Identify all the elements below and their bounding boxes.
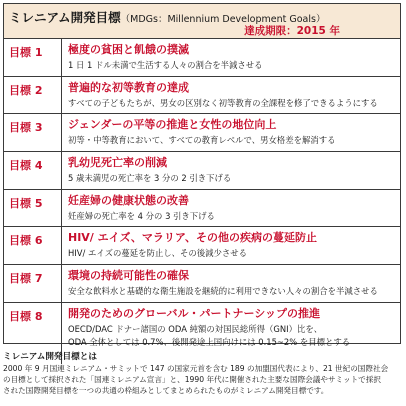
deadline-label: 達成期限：2015 年 bbox=[244, 25, 340, 37]
goal-row-6 bbox=[4, 227, 400, 265]
goal-title: 乳幼児死亡率の削減 bbox=[68, 156, 167, 170]
goal-title: 環境の持続可能性の確保 bbox=[68, 269, 189, 283]
goal-description: 妊産婦の死亡率を 4 分の 3 引き下げる bbox=[68, 210, 215, 221]
note-text-line-3: された国際開発目標を一つの共通の枠組みとしてまとめられたものがミレニアム開発目標です。 bbox=[3, 386, 329, 395]
page-title: ミレニアム開発目標 bbox=[9, 10, 121, 25]
goal-label: 目標 3 bbox=[4, 114, 62, 151]
goal-description: 初等・中等教育において、すべての教育レベルで、男女格差を解消する bbox=[68, 135, 336, 146]
goal-description: HIV/ エイズの蔓延を防止し、その後減少させる bbox=[68, 248, 248, 259]
goal-row-4 bbox=[4, 152, 400, 190]
table-header bbox=[4, 4, 400, 39]
note-title: ミレニアム開発目標とは bbox=[3, 352, 97, 362]
goal-description-line-2: ODA 全体としては 0.7%、後開発途上国向けには 0.15~2% を目標とする bbox=[68, 336, 351, 347]
goal-title: 妊産婦の健康状態の改善 bbox=[68, 193, 189, 207]
goal-title: ジェンダーの平等の推進と女性の地位向上 bbox=[68, 118, 277, 132]
mdg-table bbox=[3, 3, 401, 347]
goal-description: 安全な飲料水と基礎的な衛生施設を継続的に利用できない人々の割合を半減させる bbox=[68, 286, 378, 297]
goal-description: 1 日 1 ドル未満で生活する人々の割合を半減させる bbox=[68, 60, 263, 70]
goal-row-7 bbox=[4, 265, 400, 303]
goal-title: HIV/ エイズ、マラリア、その他の疾病の蔓延防止 bbox=[68, 231, 317, 245]
note-text-line-2: の目標として採択された「国連ミレニアム宣言」と、1990 年代に開催された主要な国際会議やサミットで採択 bbox=[3, 375, 381, 384]
goal-row-5 bbox=[4, 190, 400, 228]
goal-row-1 bbox=[4, 39, 400, 77]
goal-label: 目標 5 bbox=[4, 190, 62, 227]
goal-description: 5 歳未満児の死亡率を 3 分の 2 引き下げる bbox=[68, 173, 232, 184]
goal-title: 普遍的な初等教育の達成 bbox=[68, 80, 189, 94]
goal-label: 目標 7 bbox=[4, 265, 62, 302]
explanatory-note bbox=[3, 352, 403, 396]
goal-description: OECD/DAC ドナー諸国の ODA 純額の対国民総所得（GNI）比を、 bbox=[68, 323, 323, 334]
goal-label: 目標 6 bbox=[4, 227, 62, 264]
goal-row-2 bbox=[4, 77, 400, 115]
goal-label: 目標 8 bbox=[4, 303, 62, 364]
goal-label: 目標 1 bbox=[4, 39, 62, 76]
goal-label: 目標 4 bbox=[4, 152, 62, 189]
goal-row-3 bbox=[4, 114, 400, 152]
goal-title: 開発のためのグローバル・パートナーシップの推進 bbox=[68, 306, 321, 320]
page-subtitle: （MDGs：Millennium Development Goals） bbox=[120, 14, 326, 25]
goal-description: すべての子どもたちが、男女の区別なく初等教育の全課程を修了できるようにする bbox=[68, 97, 378, 108]
goal-title: 極度の貧困と飢餓の撲滅 bbox=[68, 43, 189, 56]
note-text-line-1: 2000 年 9 月国連ミレニアム・サミットで 147 の国家元首を含む 189 の加盟国代表により、21 世紀の国際社会 bbox=[3, 364, 389, 373]
goal-label: 目標 2 bbox=[4, 77, 62, 114]
